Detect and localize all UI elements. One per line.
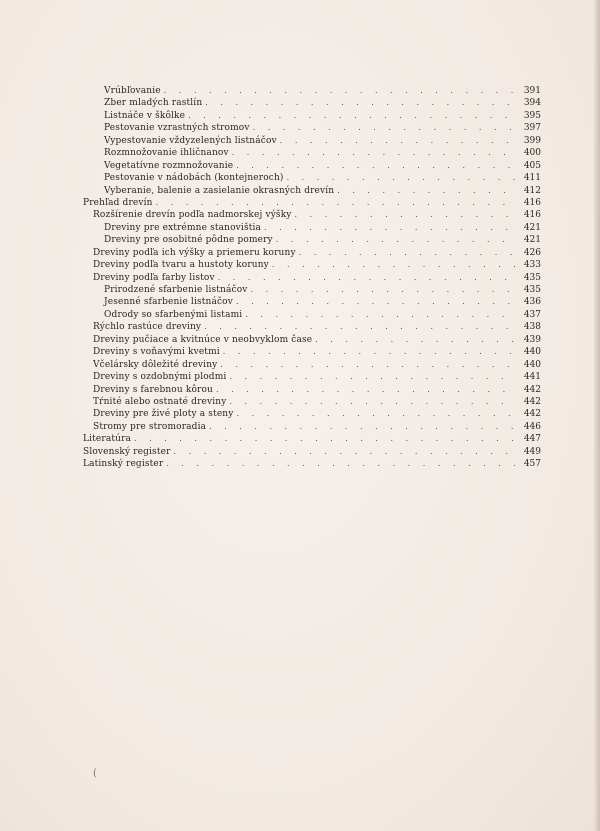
toc-entry-page: 433 xyxy=(523,260,541,271)
margin-mark: ( xyxy=(93,768,97,779)
toc-entry-title: Rozmnožovanie ihličnanov xyxy=(104,148,229,159)
toc-entry xyxy=(83,122,541,134)
toc-entry-page: 446 xyxy=(523,421,541,432)
toc-entry-title: Pestovanie v nádobách (kontejneroch) xyxy=(104,173,284,184)
toc-entry-title: Tŕnité alebo ostnaté dreviny xyxy=(93,396,227,407)
toc-entry-title: Dreviny pre živé ploty a steny xyxy=(93,409,234,420)
toc-entry-page: 442 xyxy=(523,409,541,420)
toc-entry-title: Včelársky dôležité dreviny xyxy=(93,359,218,370)
dot-leader xyxy=(188,110,515,122)
toc-entry-page: 442 xyxy=(523,384,541,395)
dot-leader xyxy=(236,160,515,172)
toc-entry-page: 440 xyxy=(523,347,541,358)
dot-leader xyxy=(204,321,515,333)
toc-entry-title: Dreviny podľa ich výšky a priemeru koruny xyxy=(93,247,296,258)
toc-entry-page: 437 xyxy=(523,309,541,320)
toc-entry xyxy=(83,446,541,458)
toc-entry-title: Prirodzené sfarbenie listnáčov xyxy=(104,285,248,295)
toc-entry-page: 426 xyxy=(523,247,541,258)
dot-leader xyxy=(164,85,515,97)
toc-entry-page: 441 xyxy=(523,372,541,383)
toc-entry xyxy=(83,321,541,333)
toc-entry-title: Dreviny s ozdobnými plodmi xyxy=(93,372,227,383)
dot-leader xyxy=(272,259,515,271)
dot-leader xyxy=(218,272,515,284)
toc-entry-page: 399 xyxy=(523,135,541,146)
dot-leader xyxy=(232,147,515,159)
dot-leader xyxy=(223,346,515,358)
toc-entry-title: Dreviny pre osobitné pôdne pomery xyxy=(104,235,273,246)
toc-entry xyxy=(83,234,541,246)
dot-leader xyxy=(205,97,515,109)
page-spine-edge xyxy=(594,0,600,831)
toc-entry-page: 457 xyxy=(523,459,541,470)
dot-leader xyxy=(280,135,515,147)
dot-leader xyxy=(134,433,515,445)
toc-entry-title: Rýchlo rastúce dreviny xyxy=(93,322,202,333)
toc-entry-page: 440 xyxy=(523,359,541,370)
dot-leader xyxy=(299,247,515,259)
toc-entry-title: Rozšírenie drevín podľa nadmorskej výšky xyxy=(93,210,292,221)
toc-entry-page: 391 xyxy=(523,86,541,96)
toc-entry-page: 442 xyxy=(523,396,541,407)
toc-entry xyxy=(83,209,541,221)
toc-entry-title: Literatúra xyxy=(83,434,132,445)
dot-leader xyxy=(337,185,515,197)
dot-leader xyxy=(229,396,515,408)
toc-entry-title: Vrúbľovanie xyxy=(104,86,161,96)
dot-leader xyxy=(253,122,515,134)
toc-entry-page: 435 xyxy=(523,272,541,283)
toc-entry xyxy=(83,346,541,358)
toc-entry-page: 447 xyxy=(523,434,541,445)
toc-entry-title: Dreviny pučiace a kvitnúce v neobvyklom čase xyxy=(93,334,313,345)
toc-entry-title: Jesenné sfarbenie listnáčov xyxy=(104,297,233,308)
toc-entry-page: 400 xyxy=(523,148,541,159)
toc-entry xyxy=(83,384,541,396)
toc-entry-page: 435 xyxy=(523,285,541,295)
toc-entry-title: Dreviny s voňavými kvetmi xyxy=(93,347,220,358)
table-of-contents xyxy=(83,85,541,471)
toc-entry-page: 439 xyxy=(523,334,541,345)
dot-leader xyxy=(220,359,515,371)
toc-entry-page: 438 xyxy=(523,322,541,333)
toc-entry-page: 397 xyxy=(523,123,541,134)
dot-leader xyxy=(251,284,515,296)
toc-entry-title: Vyberanie, balenie a zasielanie okrasných drevín xyxy=(104,185,335,196)
dot-leader xyxy=(264,222,515,234)
toc-entry xyxy=(83,359,541,371)
dot-leader xyxy=(287,172,515,184)
toc-entry-page: 436 xyxy=(523,297,541,308)
toc-entry xyxy=(83,185,541,197)
toc-entry xyxy=(83,110,541,122)
toc-entry-title: Listnáče v škôlke xyxy=(104,110,186,121)
toc-entry-page: 416 xyxy=(523,197,541,208)
toc-entry-title: Dreviny podľa farby listov xyxy=(93,272,215,283)
toc-entry-title: Dreviny podľa tvaru a hustoty koruny xyxy=(93,260,269,271)
toc-entry xyxy=(83,371,541,383)
toc-entry xyxy=(83,309,541,321)
dot-leader xyxy=(166,458,515,470)
toc-entry xyxy=(83,421,541,433)
toc-entry-page: 412 xyxy=(523,185,541,196)
dot-leader xyxy=(174,446,515,458)
toc-entry xyxy=(83,284,541,296)
toc-entry-page: 395 xyxy=(523,110,541,121)
dot-leader xyxy=(245,309,515,321)
toc-entry-title: Dreviny s farebnou kôrou xyxy=(93,384,213,395)
toc-entry-page: 421 xyxy=(523,222,541,233)
toc-entry xyxy=(83,458,541,470)
dot-leader xyxy=(229,371,515,383)
toc-entry xyxy=(83,259,541,271)
toc-entry-page: 394 xyxy=(523,98,541,109)
toc-entry xyxy=(83,97,541,109)
toc-entry-page: 405 xyxy=(523,160,541,171)
toc-entry xyxy=(83,247,541,259)
dot-leader xyxy=(295,209,515,221)
dot-leader xyxy=(236,296,515,308)
toc-entry xyxy=(83,296,541,308)
toc-entry xyxy=(83,222,541,234)
dot-leader xyxy=(209,421,515,433)
toc-entry xyxy=(83,433,541,445)
toc-entry xyxy=(83,197,541,209)
toc-entry-page: 449 xyxy=(523,446,541,457)
dot-leader xyxy=(216,384,515,396)
toc-entry-page: 416 xyxy=(523,210,541,221)
toc-entry-title: Stromy pre stromoradia xyxy=(93,421,207,432)
toc-entry-title: Dreviny pre extrémne stanovištia xyxy=(104,222,262,233)
toc-entry xyxy=(83,160,541,172)
toc-entry xyxy=(83,85,541,97)
dot-leader xyxy=(276,234,515,246)
toc-entry xyxy=(83,272,541,284)
toc-entry xyxy=(83,334,541,346)
toc-entry xyxy=(83,396,541,408)
toc-entry-title: Zber mladých rastlín xyxy=(104,98,203,109)
toc-entry xyxy=(83,172,541,184)
toc-entry-title: Latinský register xyxy=(83,459,164,470)
toc-entry-title: Slovenský register xyxy=(83,446,171,457)
toc-entry-title: Prehľad drevín xyxy=(83,197,153,208)
toc-entry-page: 421 xyxy=(523,235,541,246)
dot-leader xyxy=(236,408,515,420)
toc-entry xyxy=(83,408,541,420)
dot-leader xyxy=(315,334,515,346)
dot-leader xyxy=(156,197,515,209)
toc-entry xyxy=(83,135,541,147)
toc-entry-title: Vypestovanie vždyzelených listnáčov xyxy=(104,135,277,146)
toc-entry-title: Odrody so sfarbenými listami xyxy=(104,309,243,320)
toc-entry-page: 411 xyxy=(523,173,541,184)
toc-entry-title: Pestovanie vzrastných stromov xyxy=(104,123,250,134)
toc-entry-title: Vegetatívne rozmnožovanie xyxy=(104,160,234,171)
toc-entry xyxy=(83,147,541,159)
